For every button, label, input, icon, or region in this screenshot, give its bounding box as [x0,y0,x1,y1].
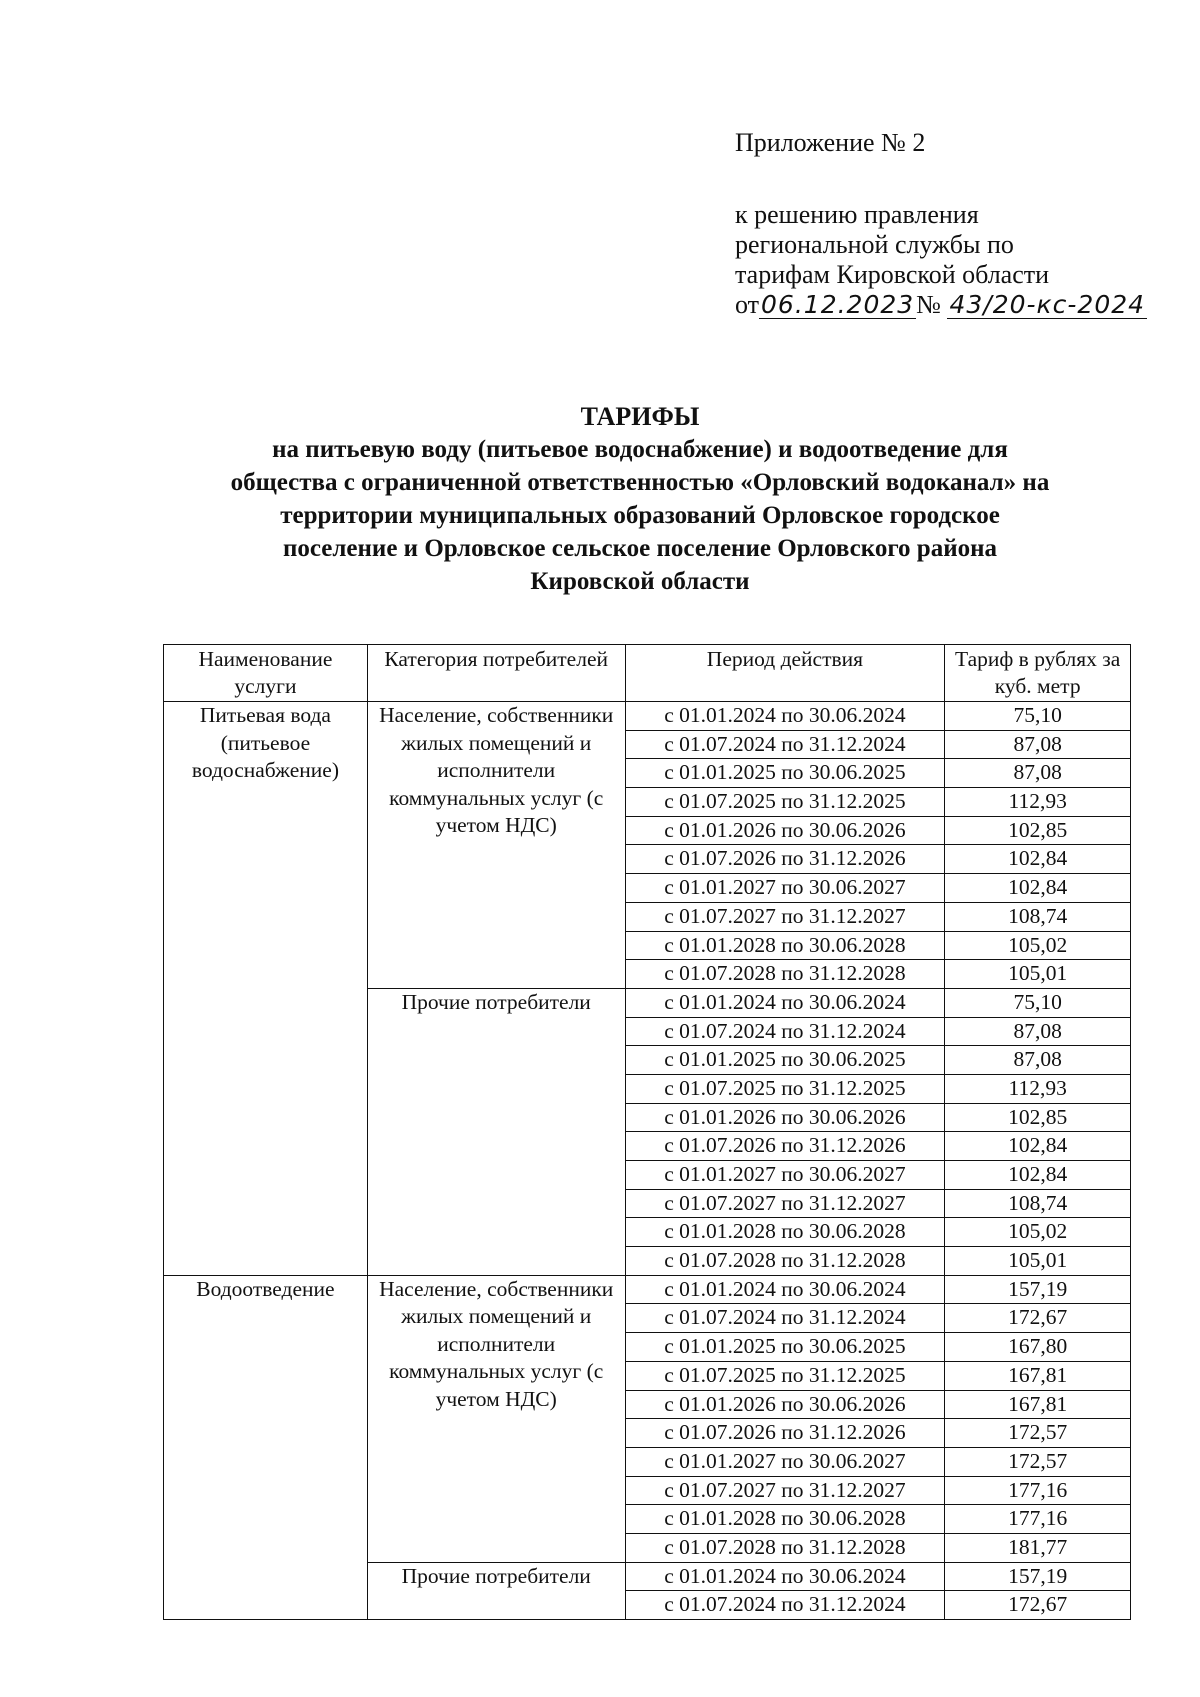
period-cell: с 01.07.2027 по 31.12.2027 [625,902,945,931]
period-cell: с 01.07.2024 по 31.12.2024 [625,1017,945,1046]
period-cell: с 01.07.2027 по 31.12.2027 [625,1476,945,1505]
tariff-value-cell: 87,08 [945,1017,1131,1046]
tariff-value-cell: 75,10 [945,988,1131,1017]
tariff-value-cell: 87,08 [945,759,1131,788]
tariff-value-cell: 102,84 [945,874,1131,903]
heading-subtitle: на питьевую воду (питьевое водоснабжение) и водоотведение для общества с ограниченной ответственностью «Орловский водоканал» на территории муниципальных образований Орловское городское поселение и Орловское сельское поселение Орловского района Кировской области [230,436,1050,595]
period-cell: с 01.01.2025 по 30.06.2025 [625,1046,945,1075]
tariff-value-cell: 172,57 [945,1447,1131,1476]
tariff-value-cell: 112,93 [945,1074,1131,1103]
period-cell: с 01.07.2026 по 31.12.2026 [625,1419,945,1448]
tariff-value-cell: 102,84 [945,845,1131,874]
period-cell: с 01.07.2027 по 31.12.2027 [625,1189,945,1218]
tariff-value-cell: 167,81 [945,1361,1131,1390]
tariff-value-cell: 105,01 [945,1247,1131,1276]
service-name-cell: Питьевая вода (питьевое водоснабжение) [164,702,368,1276]
header-tariff: Тариф в рублях за куб. метр [945,645,1131,702]
handwritten-date: 06.12.2023 [761,290,915,319]
period-cell: с 01.01.2027 по 30.06.2027 [625,1161,945,1190]
tariff-value-cell: 108,74 [945,902,1131,931]
tariff-value-cell: 105,02 [945,931,1131,960]
period-cell: с 01.07.2026 по 31.12.2026 [625,845,945,874]
period-cell: с 01.01.2028 по 30.06.2028 [625,1218,945,1247]
appendix-line-1: к решению правления [735,200,979,229]
tariff-value-cell: 105,02 [945,1218,1131,1247]
period-cell: с 01.01.2024 по 30.06.2024 [625,1562,945,1591]
service-name-cell: Водоотведение [164,1275,368,1619]
period-cell: с 01.01.2024 по 30.06.2024 [625,988,945,1017]
tariff-value-cell: 87,08 [945,730,1131,759]
handwritten-number: 43/20-кс-2024 [949,290,1146,319]
tariff-value-cell: 102,85 [945,1103,1131,1132]
period-cell: с 01.01.2026 по 30.06.2026 [625,1390,945,1419]
header-period: Период действия [625,645,945,702]
period-cell: с 01.01.2026 по 30.06.2026 [625,816,945,845]
period-cell: с 01.01.2027 по 30.06.2027 [625,874,945,903]
period-cell: с 01.01.2027 по 30.06.2027 [625,1447,945,1476]
table-header-row [164,645,1131,702]
table-row [164,1275,1131,1304]
period-cell: с 01.01.2028 по 30.06.2028 [625,1505,945,1534]
appendix-block [735,128,1147,320]
header-service: Наименование услуги [164,645,368,702]
period-cell: с 01.01.2028 по 30.06.2028 [625,931,945,960]
appendix-line-2: региональной службы по [735,230,1014,259]
period-cell: с 01.01.2025 по 30.06.2025 [625,759,945,788]
period-cell: с 01.07.2024 по 31.12.2024 [625,1591,945,1620]
tariff-value-cell: 172,67 [945,1591,1131,1620]
table-row [164,702,1131,731]
from-label: от [735,290,760,319]
appendix-title: Приложение № 2 [735,128,926,157]
document-heading [90,400,1190,598]
tariff-table-body [164,702,1131,1620]
period-cell: с 01.07.2026 по 31.12.2026 [625,1132,945,1161]
tariff-value-cell: 108,74 [945,1189,1131,1218]
tariff-value-cell: 102,85 [945,816,1131,845]
tariff-value-cell: 87,08 [945,1046,1131,1075]
period-cell: с 01.07.2028 по 31.12.2028 [625,960,945,989]
period-cell: с 01.01.2025 по 30.06.2025 [625,1333,945,1362]
tariff-value-cell: 181,77 [945,1533,1131,1562]
heading-title: ТАРИФЫ [580,402,700,431]
period-cell: с 01.07.2025 по 31.12.2025 [625,788,945,817]
tariff-value-cell: 157,19 [945,1562,1131,1591]
period-cell: с 01.07.2025 по 31.12.2025 [625,1361,945,1390]
tariff-value-cell: 112,93 [945,788,1131,817]
period-cell: с 01.07.2028 по 31.12.2028 [625,1247,945,1276]
period-cell: с 01.07.2024 по 31.12.2024 [625,730,945,759]
tariff-value-cell: 105,01 [945,960,1131,989]
category-cell: Население, собственники жилых помещений и исполнители коммунальных услуг (с учетом НДС) [367,1275,625,1562]
tariff-value-cell: 172,67 [945,1304,1131,1333]
number-label: № [916,290,941,319]
tariff-value-cell: 167,81 [945,1390,1131,1419]
category-cell: Прочие потребители [367,1562,625,1619]
tariff-value-cell: 102,84 [945,1132,1131,1161]
period-cell: с 01.07.2028 по 31.12.2028 [625,1533,945,1562]
period-cell: с 01.01.2024 по 30.06.2024 [625,702,945,731]
header-category: Категория потребителей [367,645,625,702]
category-cell: Прочие потребители [367,988,625,1275]
tariff-value-cell: 75,10 [945,702,1131,731]
tariff-value-cell: 167,80 [945,1333,1131,1362]
tariff-value-cell: 102,84 [945,1161,1131,1190]
appendix-line-3: тарифам Кировской области [735,260,1050,289]
period-cell: с 01.01.2024 по 30.06.2024 [625,1275,945,1304]
decision-date-number [735,290,1147,320]
period-cell: с 01.07.2024 по 31.12.2024 [625,1304,945,1333]
tariff-table [163,644,1131,1620]
category-cell: Население, собственники жилых помещений и исполнители коммунальных услуг (с учетом НДС) [367,702,625,989]
tariff-value-cell: 177,16 [945,1505,1131,1534]
period-cell: с 01.07.2025 по 31.12.2025 [625,1074,945,1103]
period-cell: с 01.01.2026 по 30.06.2026 [625,1103,945,1132]
tariff-value-cell: 157,19 [945,1275,1131,1304]
tariff-value-cell: 172,57 [945,1419,1131,1448]
tariff-value-cell: 177,16 [945,1476,1131,1505]
